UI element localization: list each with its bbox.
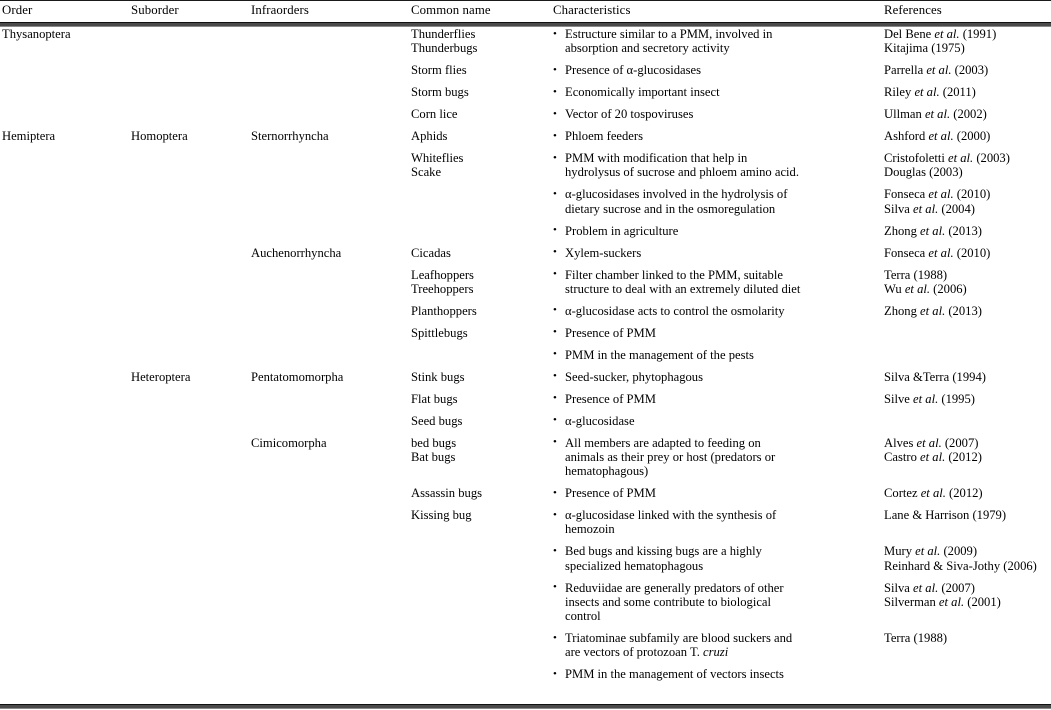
reference-text: Terra (1988) Wu et al. (2006) bbox=[884, 267, 967, 296]
characteristic-text: Reduviidae are generally predators of other insects and some contribute to biological control bbox=[565, 580, 784, 623]
reference-text: Del Bene et al. (1991) Kitajima (1975) bbox=[884, 27, 997, 56]
bullet-icon: • bbox=[553, 414, 557, 427]
characteristic-item bbox=[553, 304, 873, 318]
characteristic-text: Seed-sucker, phytophagous bbox=[565, 369, 703, 384]
characteristic-text: PMM in the management of the pests bbox=[565, 347, 754, 362]
bullet-icon: • bbox=[553, 370, 557, 383]
bullet-icon: • bbox=[553, 187, 557, 200]
table-row bbox=[0, 631, 1051, 667]
cell-characteristics bbox=[553, 107, 873, 121]
bullet-icon: • bbox=[553, 581, 557, 594]
characteristic-text: PMM in the management of vectors insects bbox=[565, 667, 784, 682]
characteristic-item bbox=[553, 508, 873, 536]
bullet-icon: • bbox=[553, 129, 557, 142]
reference-text: Terra (1988) bbox=[884, 631, 948, 645]
table-row bbox=[0, 508, 1051, 544]
cell-common-name: Leafhoppers Treehoppers bbox=[411, 267, 474, 296]
table-row bbox=[0, 107, 1051, 129]
reference-text: Lane & Harrison (1979) bbox=[884, 508, 1007, 523]
table-row bbox=[0, 268, 1051, 304]
cell-common-name: Aphids bbox=[411, 129, 448, 144]
characteristic-text: Presence of PMM bbox=[565, 391, 656, 406]
bullet-icon: • bbox=[553, 304, 557, 317]
table-row bbox=[0, 27, 1051, 63]
characteristic-text: α-glucosidases involved in the hydrolysis of dietary sucrose and in the osmoregulation bbox=[565, 187, 788, 216]
cell-references bbox=[884, 486, 1051, 500]
bullet-icon: • bbox=[553, 667, 557, 680]
bullet-icon: • bbox=[553, 27, 557, 40]
cell-common-name: Kissing bug bbox=[411, 508, 472, 523]
table-row bbox=[0, 129, 1051, 151]
cell-infraorders: Auchenorrhyncha bbox=[251, 245, 342, 260]
characteristic-text: Xylem-suckers bbox=[565, 245, 642, 260]
cell-characteristics bbox=[553, 486, 873, 500]
reference-text: Cristofoletti et al. (2003) Douglas (2003) bbox=[884, 151, 1010, 180]
characteristic-item bbox=[553, 246, 873, 260]
table-top-rule bbox=[0, 0, 1051, 1]
column-header-characteristics: Characteristics bbox=[553, 3, 631, 17]
cell-references bbox=[884, 370, 1051, 384]
cell-common-name: Stink bugs bbox=[411, 369, 465, 384]
cell-suborder: Homoptera bbox=[131, 129, 188, 144]
characteristic-item bbox=[553, 392, 873, 406]
table-row bbox=[0, 224, 1051, 246]
cell-references bbox=[884, 304, 1051, 318]
cell-common-name: Assassin bugs bbox=[411, 486, 483, 501]
bullet-icon: • bbox=[553, 631, 557, 644]
cell-characteristics bbox=[553, 667, 873, 681]
characteristic-item bbox=[553, 581, 873, 624]
table-row bbox=[0, 187, 1051, 223]
reference-text: Ullman et al. (2002) bbox=[884, 107, 987, 122]
characteristic-text: Phloem feeders bbox=[565, 129, 643, 144]
cell-references bbox=[884, 392, 1051, 406]
characteristic-item bbox=[553, 667, 873, 681]
cell-characteristics bbox=[553, 581, 873, 624]
characteristic-item bbox=[553, 348, 873, 362]
reference-text: Silva &Terra (1994) bbox=[884, 369, 986, 384]
characteristic-item bbox=[553, 187, 873, 215]
characteristic-text: Economically important insect bbox=[565, 85, 720, 100]
cell-characteristics bbox=[553, 631, 873, 659]
characteristic-text: α-glucosidase acts to control the osmolarity bbox=[565, 303, 785, 318]
characteristic-item bbox=[553, 224, 873, 238]
cell-characteristics bbox=[553, 370, 873, 384]
reference-text: Fonseca et al. (2010) Silva et al. (2004) bbox=[884, 187, 991, 216]
cell-characteristics bbox=[553, 392, 873, 406]
column-header-references: References bbox=[884, 3, 942, 17]
cell-characteristics bbox=[553, 414, 873, 428]
cell-common-name: Planthoppers bbox=[411, 303, 477, 318]
characteristic-item bbox=[553, 370, 873, 384]
table-row bbox=[0, 63, 1051, 85]
reference-text: Mury et al. (2009) Reinhard & Siva-Jothy (2006) bbox=[884, 544, 1037, 573]
characteristic-text: Bed bugs and kissing bugs are a highly specialized hematophagous bbox=[565, 544, 762, 573]
reference-text: Silve et al. (1995) bbox=[884, 391, 975, 406]
characteristic-text: Filter chamber linked to the PMM, suitable structure to deal with an extremely diluted diet bbox=[565, 267, 801, 296]
cell-references bbox=[884, 246, 1051, 260]
table-row bbox=[0, 326, 1051, 348]
characteristic-text: α-glucosidase bbox=[565, 413, 635, 428]
column-header-infraorders: Infraorders bbox=[251, 3, 309, 17]
column-header-suborder: Suborder bbox=[131, 3, 179, 17]
characteristic-text: Presence of PMM bbox=[565, 325, 656, 340]
cell-references bbox=[884, 63, 1051, 77]
table-row bbox=[0, 581, 1051, 631]
bullet-icon: • bbox=[553, 85, 557, 98]
cell-common-name: Cicadas bbox=[411, 245, 451, 260]
reference-text: Zhong et al. (2013) bbox=[884, 303, 982, 318]
cell-common-name: Thunderflies Thunderbugs bbox=[411, 27, 478, 56]
characteristic-text: Triatominae subfamily are blood suckers and are vectors of protozoan T. cruzi bbox=[565, 631, 793, 660]
cell-characteristics bbox=[553, 246, 873, 260]
cell-references bbox=[884, 268, 1051, 296]
cell-references bbox=[884, 187, 1051, 215]
cell-characteristics bbox=[553, 304, 873, 318]
cell-characteristics bbox=[553, 348, 873, 362]
cell-common-name: Storm bugs bbox=[411, 85, 469, 100]
cell-characteristics bbox=[553, 544, 873, 572]
characteristic-item bbox=[553, 486, 873, 500]
cell-references bbox=[884, 224, 1051, 238]
table-row bbox=[0, 392, 1051, 414]
cell-characteristics bbox=[553, 27, 873, 55]
bullet-icon: • bbox=[553, 348, 557, 361]
table-row bbox=[0, 85, 1051, 107]
cell-characteristics bbox=[553, 508, 873, 536]
cell-characteristics bbox=[553, 85, 873, 99]
characteristic-text: Estructure similar to a PMM, involved in absorption and secretory activity bbox=[565, 27, 773, 56]
cell-characteristics bbox=[553, 268, 873, 296]
reference-text: Riley et al. (2011) bbox=[884, 85, 976, 100]
cell-references bbox=[884, 107, 1051, 121]
characteristic-text: Presence of PMM bbox=[565, 486, 656, 501]
table-row bbox=[0, 370, 1051, 392]
characteristic-item bbox=[553, 129, 873, 143]
table-row bbox=[0, 246, 1051, 268]
characteristic-item bbox=[553, 268, 873, 296]
table-row bbox=[0, 436, 1051, 486]
cell-references bbox=[884, 27, 1051, 55]
cell-characteristics bbox=[553, 187, 873, 215]
table-row bbox=[0, 544, 1051, 580]
cell-characteristics bbox=[553, 129, 873, 143]
table-row bbox=[0, 348, 1051, 370]
column-header-common-name: Common name bbox=[411, 3, 491, 17]
table-row bbox=[0, 414, 1051, 436]
characteristic-item bbox=[553, 63, 873, 77]
characteristic-item bbox=[553, 414, 873, 428]
bullet-icon: • bbox=[553, 224, 557, 237]
column-header-order: Order bbox=[2, 3, 33, 17]
characteristic-text: Problem in agriculture bbox=[565, 223, 679, 238]
bullet-icon: • bbox=[553, 486, 557, 499]
table-row bbox=[0, 667, 1051, 689]
cell-common-name: bed bugs Bat bugs bbox=[411, 435, 457, 464]
cell-characteristics bbox=[553, 436, 873, 479]
cell-suborder: Heteroptera bbox=[131, 369, 191, 384]
reference-text: Alves et al. (2007) Castro et al. (2012) bbox=[884, 435, 982, 464]
characteristic-item bbox=[553, 151, 873, 179]
reference-text: Fonseca et al. (2010) bbox=[884, 245, 991, 260]
characteristic-text: PMM with modification that help in hydrolysus of sucrose and phloem amino acid. bbox=[565, 151, 799, 180]
cell-references bbox=[884, 436, 1051, 464]
cell-characteristics bbox=[553, 151, 873, 179]
characteristic-item bbox=[553, 107, 873, 121]
reference-text: Ashford et al. (2000) bbox=[884, 129, 991, 144]
bullet-icon: • bbox=[553, 151, 557, 164]
cell-infraorders: Sternorrhyncha bbox=[251, 129, 329, 144]
cell-references bbox=[884, 151, 1051, 179]
bullet-icon: • bbox=[553, 107, 557, 120]
reference-text: Parrella et al. (2003) bbox=[884, 63, 989, 78]
bullet-icon: • bbox=[553, 63, 557, 76]
characteristic-item bbox=[553, 326, 873, 340]
characteristic-item bbox=[553, 85, 873, 99]
characteristic-text: Vector of 20 tospoviruses bbox=[565, 107, 694, 122]
characteristic-text: α-glucosidase linked with the synthesis of hemozoin bbox=[565, 508, 777, 537]
cell-order: Thysanoptera bbox=[2, 27, 71, 41]
bullet-icon: • bbox=[553, 326, 557, 339]
table-row bbox=[0, 304, 1051, 326]
table-row bbox=[0, 151, 1051, 187]
cell-common-name: Seed bugs bbox=[411, 413, 463, 428]
table-header-row bbox=[0, 2, 1051, 22]
characteristic-text: All members are adapted to feeding on animals as their prey or host (predators or hematophagous) bbox=[565, 435, 776, 479]
cell-references bbox=[884, 129, 1051, 143]
characteristic-text: Presence of α-glucosidases bbox=[565, 63, 701, 78]
cell-characteristics bbox=[553, 326, 873, 340]
cell-references bbox=[884, 631, 1051, 645]
cell-common-name: Spittlebugs bbox=[411, 325, 468, 340]
cell-references bbox=[884, 544, 1051, 572]
cell-order: Hemiptera bbox=[2, 129, 56, 144]
cell-references bbox=[884, 85, 1051, 99]
bullet-icon: • bbox=[553, 544, 557, 557]
cell-common-name: Whiteflies Scake bbox=[411, 151, 464, 180]
cell-infraorders: Cimicomorpha bbox=[251, 435, 327, 450]
cell-common-name: Storm flies bbox=[411, 63, 467, 78]
table-bottom-rule bbox=[0, 704, 1051, 709]
bullet-icon: • bbox=[553, 508, 557, 521]
cell-characteristics bbox=[553, 224, 873, 238]
reference-text: Cortez et al. (2012) bbox=[884, 486, 983, 501]
bullet-icon: • bbox=[553, 246, 557, 259]
cell-common-name: Corn lice bbox=[411, 107, 458, 122]
cell-references bbox=[884, 508, 1051, 522]
bullet-icon: • bbox=[553, 392, 557, 405]
characteristic-item bbox=[553, 27, 873, 55]
cell-common-name: Flat bugs bbox=[411, 391, 458, 406]
bullet-icon: • bbox=[553, 436, 557, 449]
characteristic-item bbox=[553, 436, 873, 479]
bullet-icon: • bbox=[553, 268, 557, 281]
table-row bbox=[0, 486, 1051, 508]
cell-infraorders: Pentatomomorpha bbox=[251, 369, 344, 384]
cell-characteristics bbox=[553, 63, 873, 77]
cell-references bbox=[884, 581, 1051, 609]
reference-text: Zhong et al. (2013) bbox=[884, 223, 982, 238]
reference-text: Silva et al. (2007) Silverman et al. (2001) bbox=[884, 580, 1001, 609]
characteristic-item bbox=[553, 544, 873, 572]
characteristic-item bbox=[553, 631, 873, 659]
